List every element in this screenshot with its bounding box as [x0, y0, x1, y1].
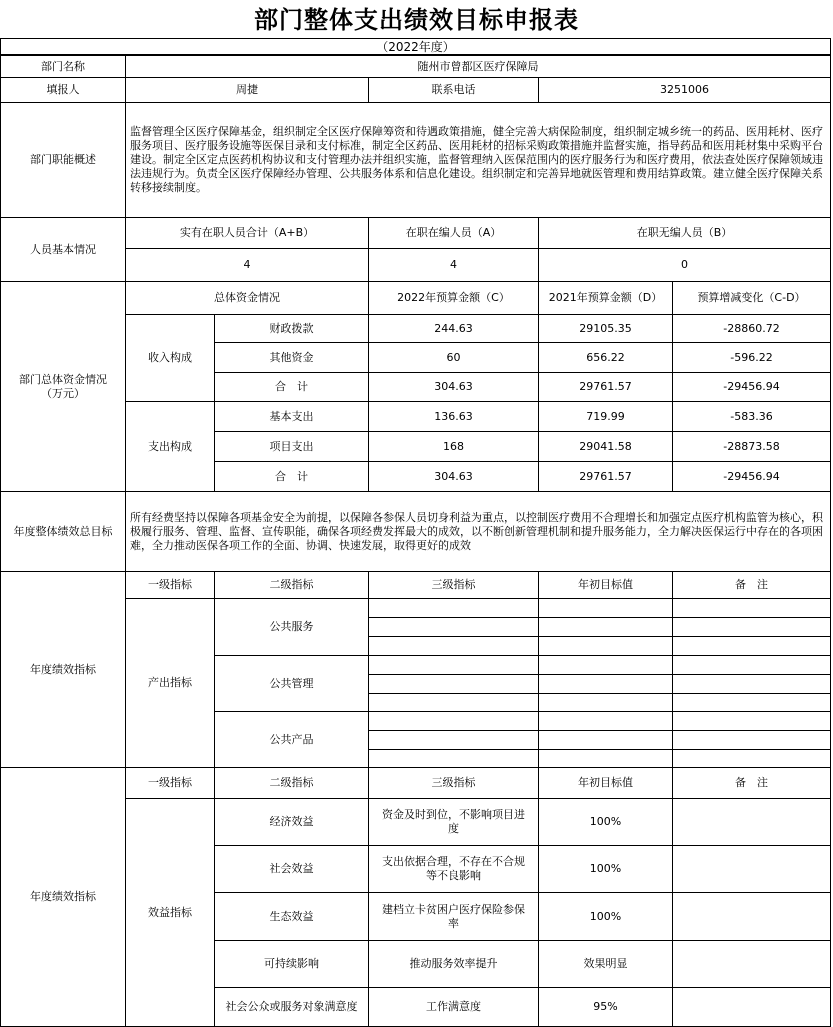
income-row-diff: -28860.72 — [672, 314, 831, 343]
perf2-header-l1: 一级指标 — [125, 767, 215, 799]
perf2-level2: 可持续影响 — [214, 940, 369, 988]
empty-cell — [368, 655, 539, 675]
income-label: 收入构成 — [125, 314, 215, 402]
duty-text: 监督管理全区医疗保障基金，组织制定全区医疗保障筹资和待遇政策措施，健全完善大病保险制度，组织制定城乡统一的药品、医用耗材、医疗服务项目、医疗服务设施等医保目录和支付标准，制定全区药品、医用耗材的招标采购政策措施并监督实施，指导药品和医用耗材集中采购平台建设。制定全区定点医药机构协议和支付管理办法并组织实施，监督管理纳入医保范围内的医疗服务行为和医疗费用，依法查处医疗保障领域违法违规行为。负责全区医疗保障经办管理、公共服务体系和信息化建设。组织制定和完善异地就医管理和费用结算政策。建立健全医疗保障关系转移接续制度。 — [125, 102, 831, 218]
perf1-level1: 产出指标 — [125, 598, 215, 768]
filler-label: 填报人 — [0, 77, 126, 103]
duty-label: 部门职能概述 — [0, 102, 126, 218]
empty-cell — [538, 730, 673, 750]
perf2-level2: 经济效益 — [214, 798, 369, 846]
empty-cell — [368, 749, 539, 768]
perf2-target: 95% — [538, 987, 673, 1027]
funds-label: 部门总体资金情况（万元） — [0, 281, 126, 492]
staff-header-total: 实有在职人员合计（A+B） — [125, 217, 369, 249]
staff-value-b: 0 — [538, 248, 831, 282]
perf2-target: 100% — [538, 798, 673, 846]
empty-cell — [672, 711, 831, 731]
perf2-label: 年度绩效指标 — [0, 767, 126, 1027]
perf2-level3: 推动服务效率提升 — [368, 940, 539, 988]
staff-value-total: 4 — [125, 248, 369, 282]
income-row-c: 60 — [368, 342, 539, 373]
perf1-header-l1: 一级指标 — [125, 571, 215, 599]
empty-cell — [368, 674, 539, 694]
perf2-header-l2: 二级指标 — [214, 767, 369, 799]
income-row-c: 244.63 — [368, 314, 539, 343]
empty-cell — [672, 730, 831, 750]
expense-row-c: 304.63 — [368, 461, 539, 492]
income-row-d: 29105.35 — [538, 314, 673, 343]
perf1-header-l2: 二级指标 — [214, 571, 369, 599]
empty-cell — [368, 730, 539, 750]
expense-row-name: 项目支出 — [214, 431, 369, 462]
empty-cell — [538, 636, 673, 656]
funds-header-diff: 预算增减变化（C-D） — [672, 281, 831, 315]
perf2-target: 效果明显 — [538, 940, 673, 988]
income-row-diff: -29456.94 — [672, 372, 831, 402]
staff-header-b: 在职无编人员（B） — [538, 217, 831, 249]
perf1-label: 年度绩效指标 — [0, 571, 126, 768]
perf2-note — [672, 892, 831, 941]
perf1-level2: 公共管理 — [214, 655, 369, 712]
phone-label: 联系电话 — [368, 77, 539, 103]
income-row-name: 其他资金 — [214, 342, 369, 373]
empty-cell — [368, 598, 539, 618]
income-row-d: 29761.57 — [538, 372, 673, 402]
perf1-header-l3: 三级指标 — [368, 571, 539, 599]
perf2-note — [672, 940, 831, 988]
expense-row-c: 168 — [368, 431, 539, 462]
income-row-c: 304.63 — [368, 372, 539, 402]
perf2-target: 100% — [538, 892, 673, 941]
goal-text: 所有经费坚持以保障各项基金安全为前提，以保障各参保人员切身利益为重点，以控制医疗费用不合理增长和加强定点医疗机构监管为核心，积极履行服务、管理、监督、宣传职能，确保各项经费发挥最大的成效，以不断创新管理机制和提升服务能力，全力解决医保运行中存在的各项困难，全力推动医保各项工作的全面、协调、快速发展，取得更好的成效 — [125, 491, 831, 572]
perf2-level2: 社会公众或服务对象满意度 — [214, 987, 369, 1027]
expense-row-name: 合 计 — [214, 461, 369, 492]
empty-cell — [368, 636, 539, 656]
perf2-header-note: 备 注 — [672, 767, 831, 799]
perf2-level3: 支出依据合理，不存在不合规等不良影响 — [368, 845, 539, 893]
empty-cell — [538, 711, 673, 731]
expense-row-diff: -583.36 — [672, 401, 831, 432]
filler-value: 周捷 — [125, 77, 369, 103]
empty-cell — [538, 749, 673, 768]
empty-cell — [672, 749, 831, 768]
perf2-note — [672, 798, 831, 846]
income-row-name: 合 计 — [214, 372, 369, 402]
empty-cell — [368, 693, 539, 712]
perf2-level3: 工作满意度 — [368, 987, 539, 1027]
staff-value-a: 4 — [368, 248, 539, 282]
perf2-level3: 资金及时到位，不影响项目进度 — [368, 798, 539, 846]
expense-label: 支出构成 — [125, 401, 215, 492]
perf2-header-target: 年初目标值 — [538, 767, 673, 799]
perf2-level3: 建档立卡贫困户医疗保险参保率 — [368, 892, 539, 941]
empty-cell — [672, 693, 831, 712]
dept-name-value: 随州市曾都区医疗保障局 — [125, 55, 831, 78]
perf1-level2: 公共服务 — [214, 598, 369, 656]
perf2-note — [672, 987, 831, 1027]
expense-row-d: 29041.58 — [538, 431, 673, 462]
income-row-diff: -596.22 — [672, 342, 831, 373]
form-title: 部门整体支出绩效目标申报表 — [254, 6, 579, 34]
goal-label: 年度整体绩效总目标 — [0, 491, 126, 572]
perf2-level1: 效益指标 — [125, 798, 215, 1027]
empty-cell — [538, 617, 673, 637]
empty-cell — [538, 693, 673, 712]
empty-cell — [368, 617, 539, 637]
expense-row-diff: -29456.94 — [672, 461, 831, 492]
funds-header-c: 2022年预算金额（C） — [368, 281, 539, 315]
perf1-header-target: 年初目标值 — [538, 571, 673, 599]
empty-cell — [672, 598, 831, 618]
expense-row-d: 29761.57 — [538, 461, 673, 492]
empty-cell — [672, 617, 831, 637]
empty-cell — [538, 655, 673, 675]
expense-row-diff: -28873.58 — [672, 431, 831, 462]
perf2-note — [672, 845, 831, 893]
expense-row-d: 719.99 — [538, 401, 673, 432]
empty-cell — [672, 674, 831, 694]
perf1-header-note: 备 注 — [672, 571, 831, 599]
income-row-name: 财政拨款 — [214, 314, 369, 343]
expense-row-name: 基本支出 — [214, 401, 369, 432]
empty-cell — [672, 655, 831, 675]
phone-value: 3251006 — [538, 77, 831, 103]
expense-row-c: 136.63 — [368, 401, 539, 432]
staff-header-a: 在职在编人员（A） — [368, 217, 539, 249]
empty-cell — [368, 711, 539, 731]
perf1-level2: 公共产品 — [214, 711, 369, 768]
empty-cell — [538, 674, 673, 694]
dept-name-label: 部门名称 — [0, 55, 126, 78]
income-row-d: 656.22 — [538, 342, 673, 373]
empty-cell — [538, 598, 673, 618]
funds-header-d: 2021年预算金额（D） — [538, 281, 673, 315]
perf2-target: 100% — [538, 845, 673, 893]
perf2-level2: 社会效益 — [214, 845, 369, 893]
form-year: （2022年度） — [0, 38, 831, 55]
empty-cell — [672, 636, 831, 656]
funds-header-label: 总体资金情况 — [125, 281, 369, 315]
perf2-level2: 生态效益 — [214, 892, 369, 941]
staff-label: 人员基本情况 — [0, 217, 126, 282]
perf2-header-l3: 三级指标 — [368, 767, 539, 799]
